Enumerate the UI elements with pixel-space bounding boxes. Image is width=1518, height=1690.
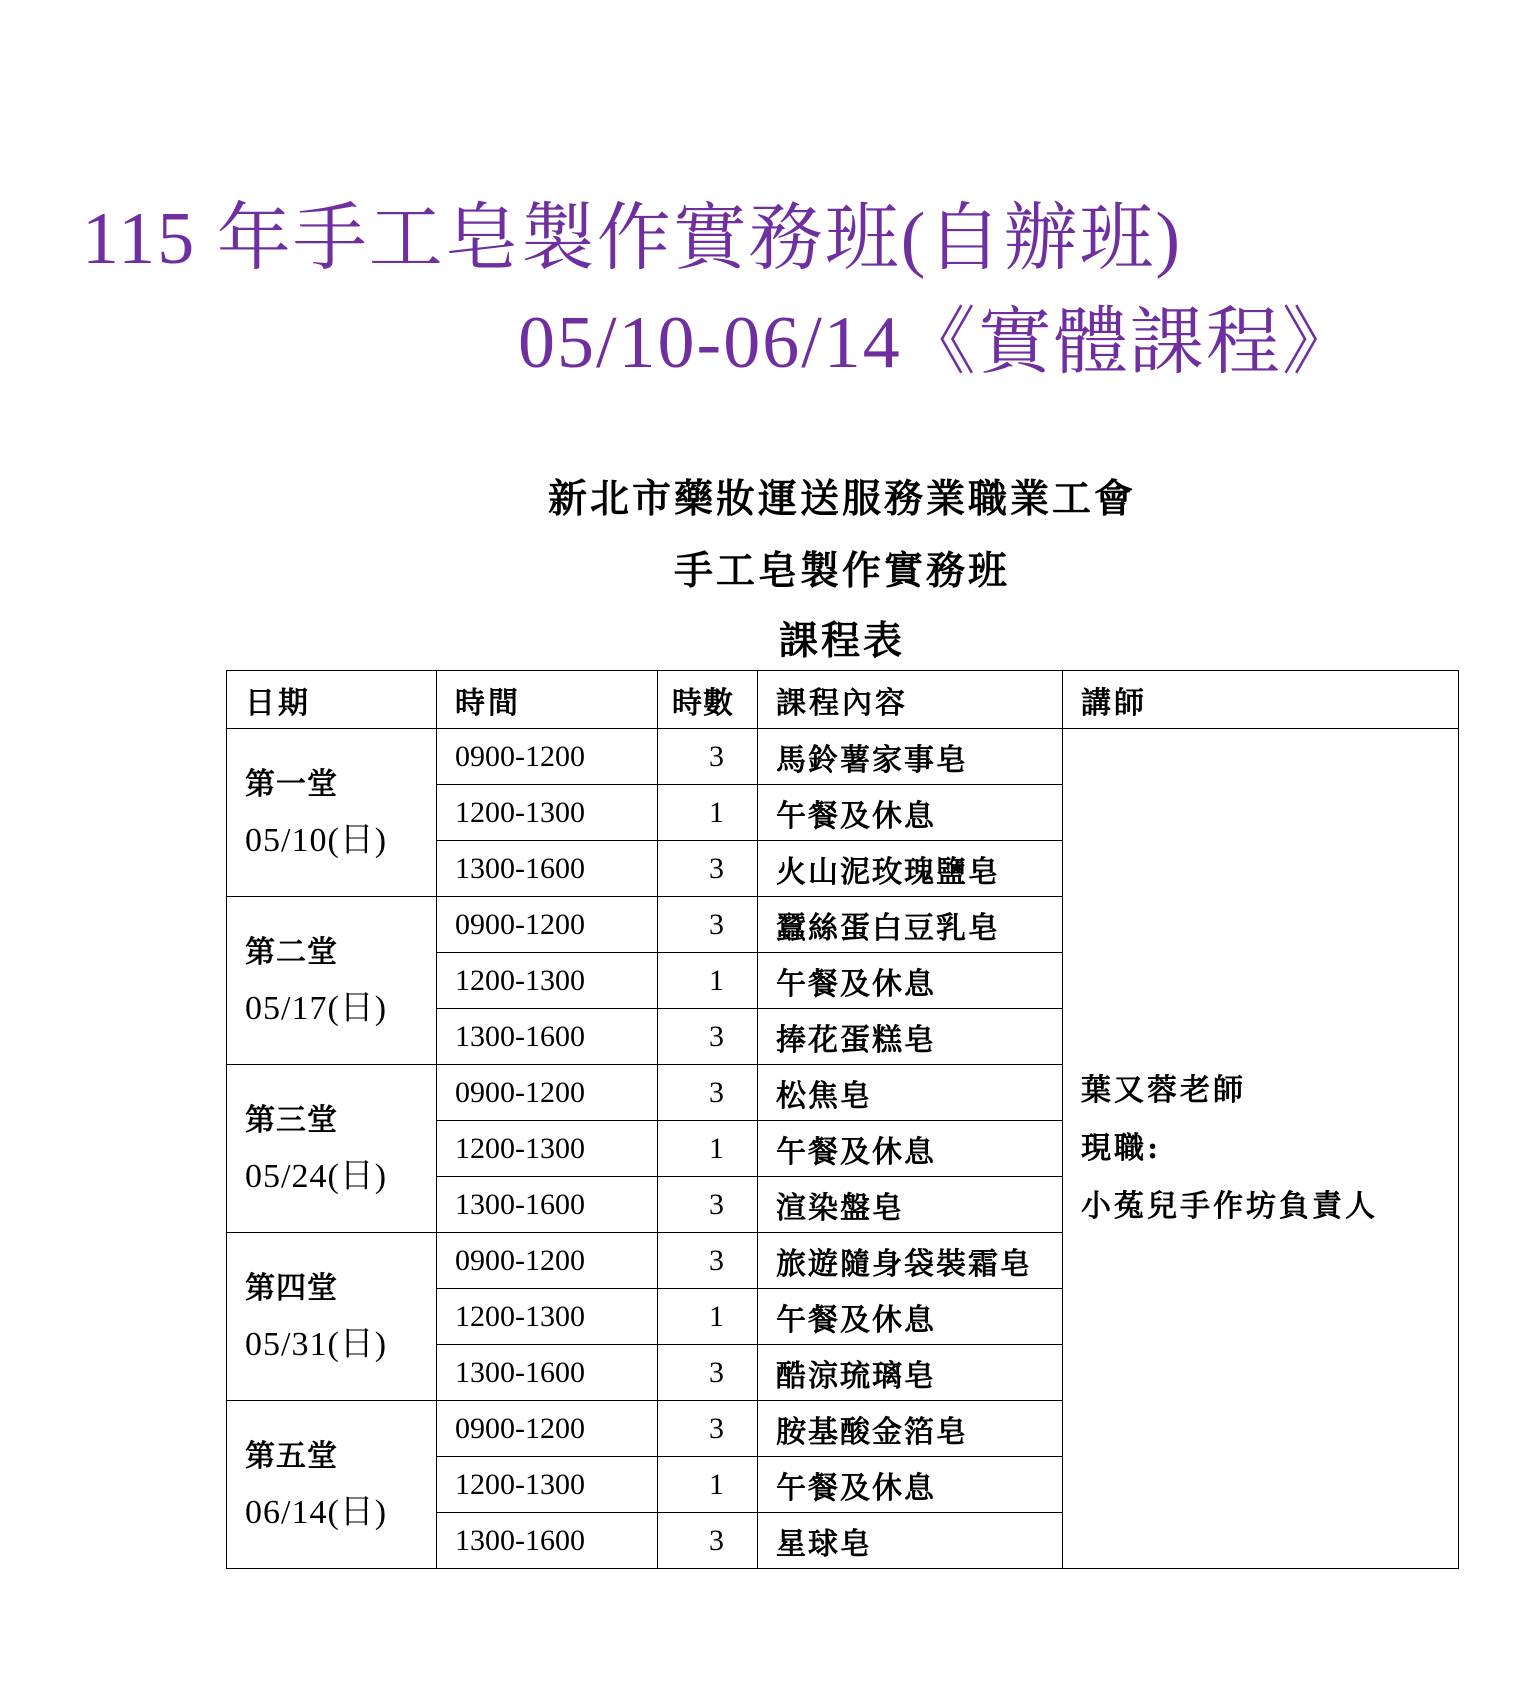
content-cell: 火山泥玫瑰鹽皂: [758, 841, 1063, 897]
content-cell: 酷涼琉璃皂: [758, 1345, 1063, 1401]
organization-heading: 新北市藥妝運送服務業職業工會: [547, 476, 1136, 522]
content-cell: 星球皂: [758, 1513, 1063, 1569]
hours-cell: 3: [658, 841, 758, 897]
lecturer-cell: [1063, 729, 1459, 1569]
content-cell: 午餐及休息: [758, 1121, 1063, 1177]
time-cell: 1200-1300: [437, 1289, 658, 1345]
session-label: 第三堂: [245, 1102, 338, 1138]
session-label: 第四堂: [245, 1270, 338, 1306]
hours-cell: 1: [658, 785, 758, 841]
content-cell: 午餐及休息: [758, 1289, 1063, 1345]
time-cell: 1200-1300: [437, 785, 658, 841]
content-cell: 午餐及休息: [758, 785, 1063, 841]
header-content: 課程內容: [758, 671, 1063, 729]
time-cell: 1300-1600: [437, 1513, 658, 1569]
time-cell: 0900-1200: [437, 1233, 658, 1289]
session-date: 05/17(日): [245, 989, 388, 1027]
schedule-heading: 課程表: [778, 618, 905, 664]
lecturer-position: 小菟兒手作坊負責人: [1081, 1188, 1378, 1224]
content-cell: 馬鈴薯家事皂: [758, 729, 1063, 785]
hours-cell: 3: [658, 897, 758, 953]
session-cell: [227, 1065, 437, 1233]
page-subtitle-dates: 05/10-06/14《實體課程》: [518, 302, 1358, 384]
hours-cell: 1: [658, 1121, 758, 1177]
lecturer-name: 葉又蓉老師: [1081, 1072, 1246, 1108]
time-cell: 1300-1600: [437, 1177, 658, 1233]
time-cell: 1300-1600: [437, 1009, 658, 1065]
hours-cell: 1: [658, 953, 758, 1009]
page-title: 115 年手工皂製作實務班(自辦班): [82, 198, 1183, 280]
hours-cell: 1: [658, 1289, 758, 1345]
time-cell: 1200-1300: [437, 1457, 658, 1513]
hours-cell: 3: [658, 1345, 758, 1401]
hours-cell: 3: [658, 1233, 758, 1289]
header-hours: 時數: [658, 671, 758, 729]
header-lecturer: 講師: [1063, 671, 1459, 729]
hours-cell: 3: [658, 1009, 758, 1065]
session-cell: [227, 1401, 437, 1569]
content-cell: 渲染盤皂: [758, 1177, 1063, 1233]
time-cell: 0900-1200: [437, 1065, 658, 1121]
course-heading: 手工皂製作實務班: [673, 548, 1010, 594]
content-cell: 旅遊隨身袋裝霜皂: [758, 1233, 1063, 1289]
hours-cell: 1: [658, 1457, 758, 1513]
session-label: 第五堂: [245, 1438, 338, 1474]
session-date: 05/24(日): [245, 1157, 388, 1195]
hours-cell: 3: [658, 729, 758, 785]
time-cell: 1300-1600: [437, 841, 658, 897]
table-header-row: [227, 671, 1459, 729]
session-cell: [227, 897, 437, 1065]
content-cell: 午餐及休息: [758, 953, 1063, 1009]
time-cell: 0900-1200: [437, 1401, 658, 1457]
content-cell: 捧花蛋糕皂: [758, 1009, 1063, 1065]
session-date: 06/14(日): [245, 1493, 388, 1531]
time-cell: 1200-1300: [437, 953, 658, 1009]
session-label: 第二堂: [245, 934, 338, 970]
header-time: 時間: [437, 671, 658, 729]
content-cell: 蠶絲蛋白豆乳皂: [758, 897, 1063, 953]
content-cell: 午餐及休息: [758, 1457, 1063, 1513]
table-row: [227, 729, 1459, 785]
lecturer-position-label: 現職:: [1081, 1130, 1162, 1166]
content-cell: 松焦皂: [758, 1065, 1063, 1121]
hours-cell: 3: [658, 1401, 758, 1457]
content-cell: 胺基酸金箔皂: [758, 1401, 1063, 1457]
session-label: 第一堂: [245, 766, 338, 802]
schedule-table: [226, 670, 1459, 1569]
session-cell: [227, 729, 437, 897]
time-cell: 0900-1200: [437, 897, 658, 953]
hours-cell: 3: [658, 1177, 758, 1233]
time-cell: 1300-1600: [437, 1345, 658, 1401]
session-date: 05/31(日): [245, 1325, 388, 1363]
hours-cell: 3: [658, 1513, 758, 1569]
session-cell: [227, 1233, 437, 1401]
hours-cell: 3: [658, 1065, 758, 1121]
time-cell: 1200-1300: [437, 1121, 658, 1177]
session-date: 05/10(日): [245, 821, 388, 859]
time-cell: 0900-1200: [437, 729, 658, 785]
header-date: 日期: [227, 671, 437, 729]
